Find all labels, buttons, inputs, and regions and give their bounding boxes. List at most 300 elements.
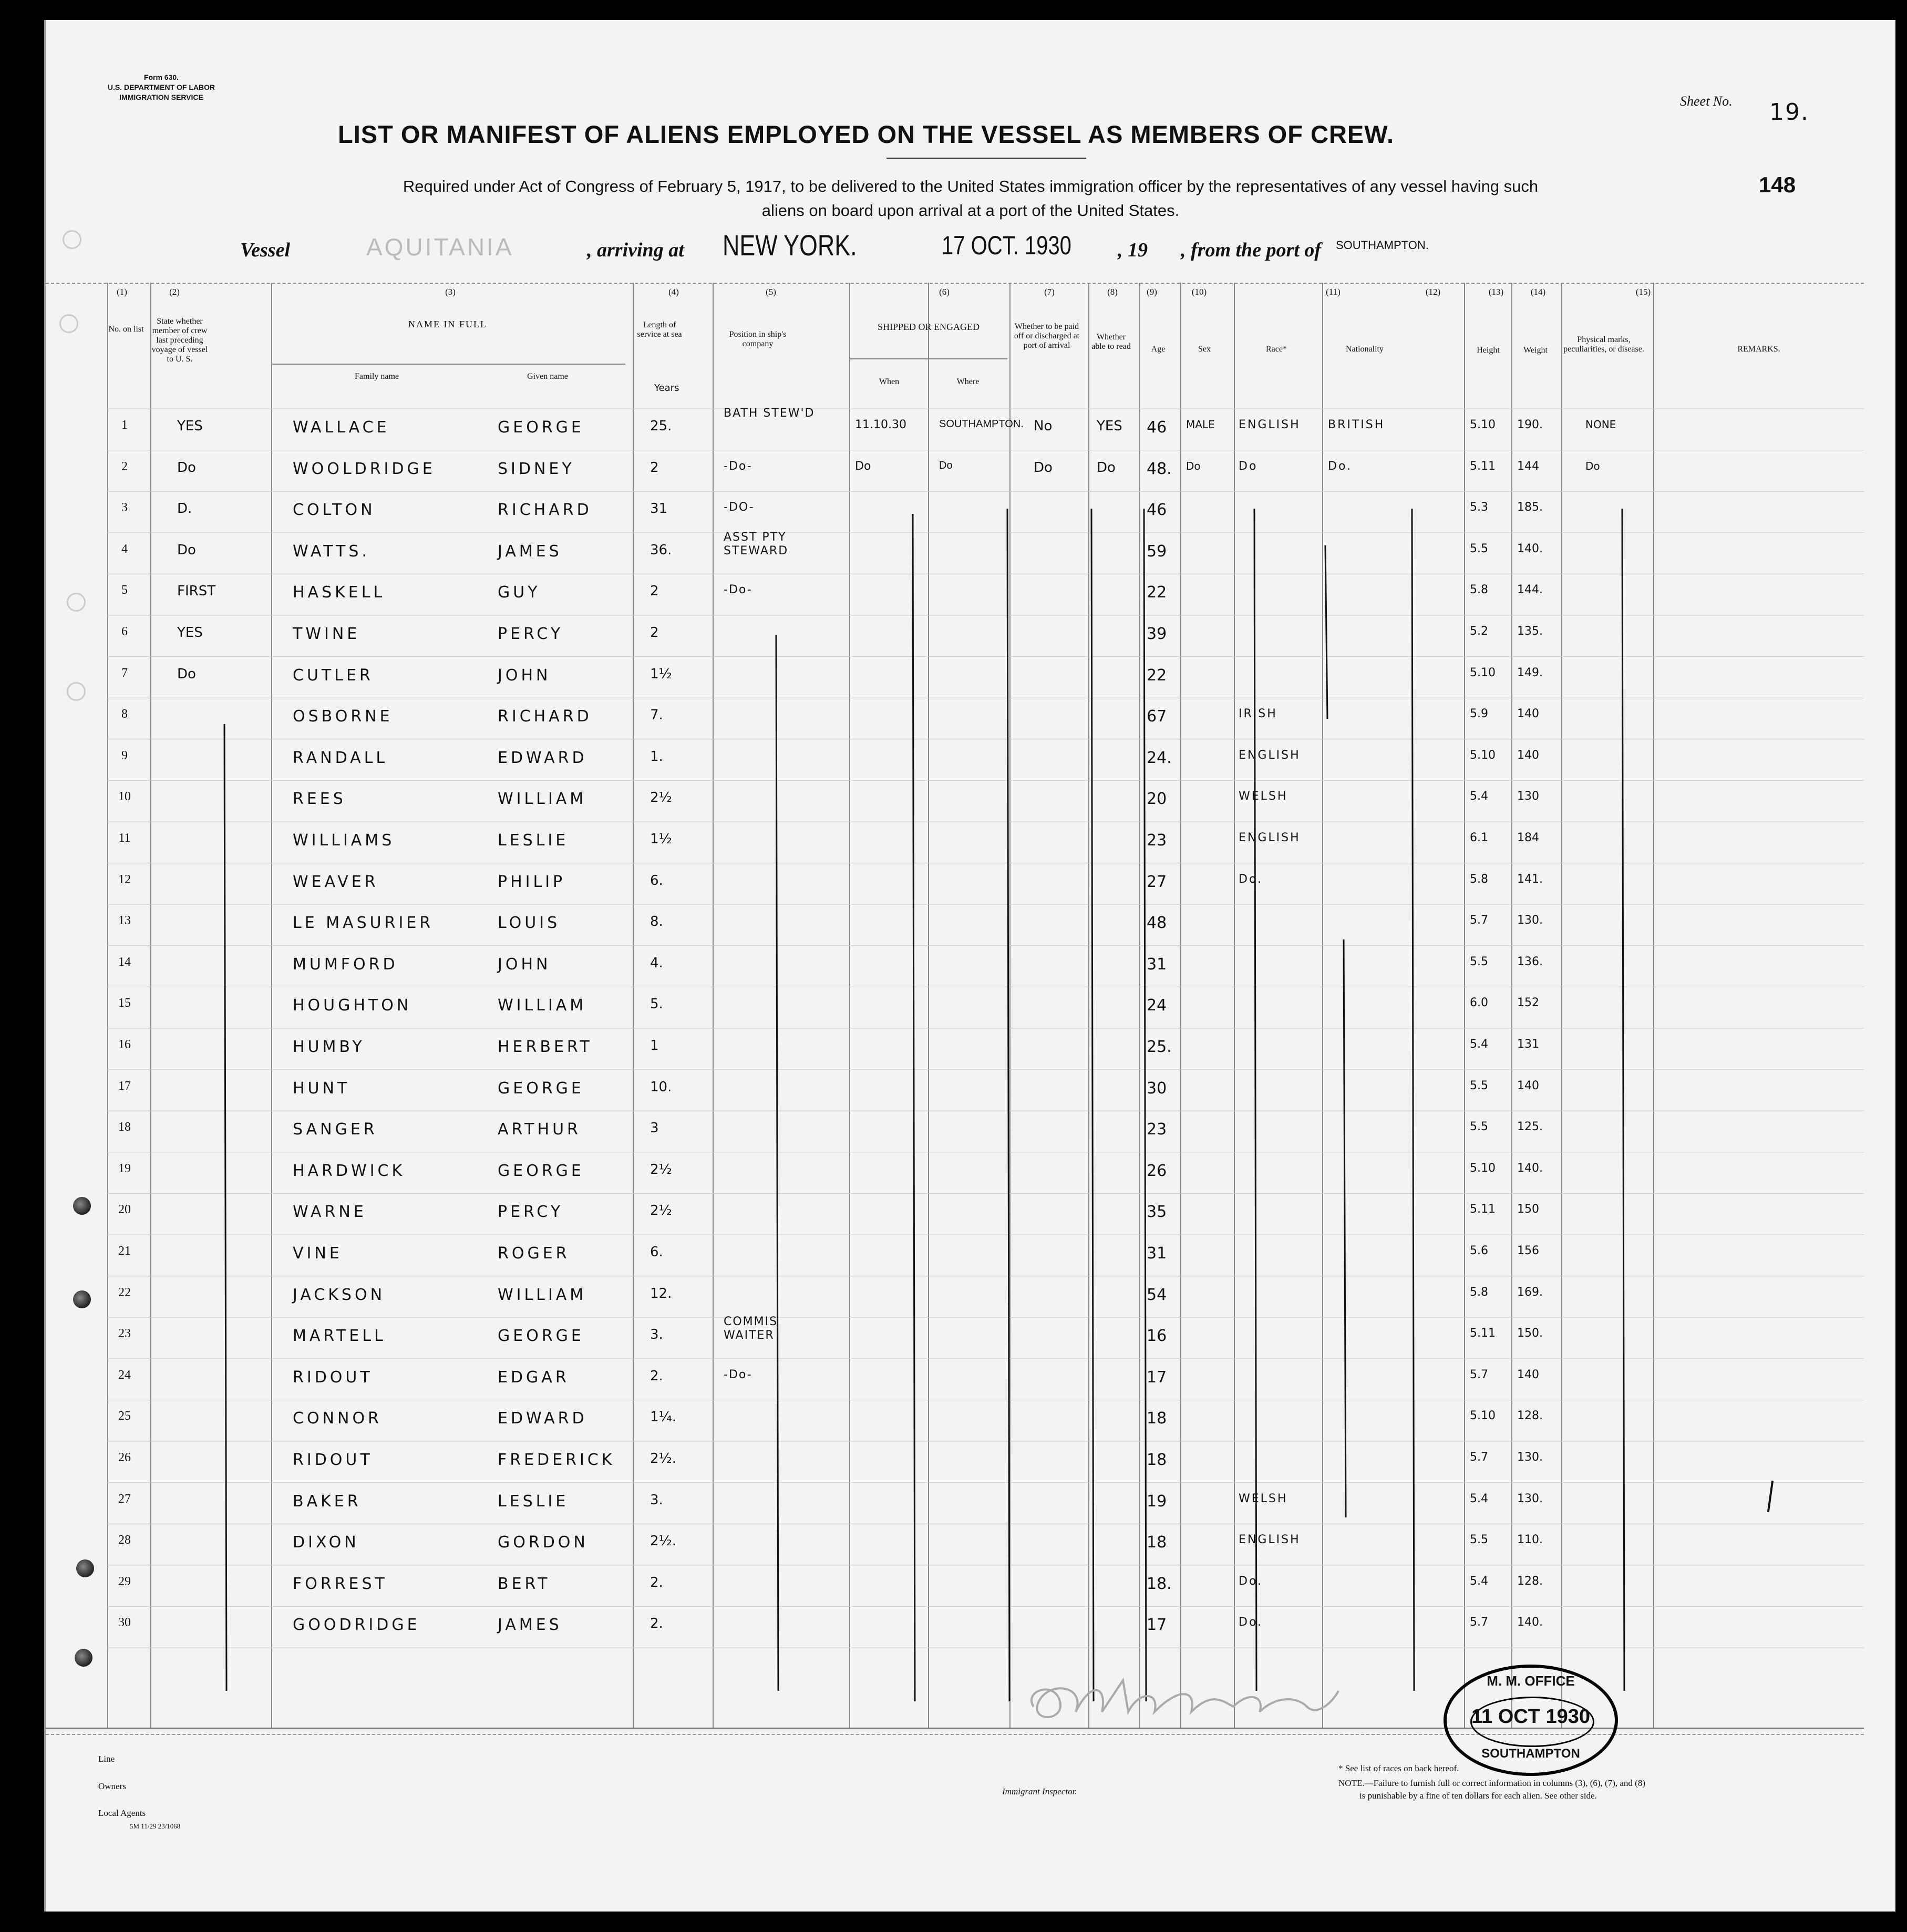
- height-cell: 5.5: [1470, 542, 1488, 555]
- table-row: [46, 450, 1864, 492]
- height-cell: 5.6: [1470, 1244, 1488, 1257]
- height-cell: 5.9: [1470, 707, 1488, 721]
- age-cell: 26: [1147, 1161, 1167, 1180]
- table-row: [46, 1028, 1864, 1070]
- weight-cell: 144.: [1517, 583, 1543, 597]
- race-cell: ENGLISH: [1239, 418, 1301, 431]
- punch-hole: [73, 1290, 91, 1308]
- row-number: 28: [118, 1533, 131, 1547]
- given-name-cell: GEORGE: [498, 1327, 584, 1346]
- family-name-cell: CUTLER: [293, 666, 374, 685]
- table-row: [46, 530, 1864, 574]
- race-cell: Do.: [1239, 1616, 1263, 1629]
- height-cell: 5.11: [1470, 459, 1496, 473]
- row-number: 29: [118, 1574, 131, 1588]
- race-cell: ENGLISH: [1239, 748, 1301, 762]
- vessel-name: AQUITANIA: [366, 233, 514, 261]
- height-cell: 5.5: [1470, 1533, 1488, 1547]
- height-cell: 5.4: [1470, 790, 1488, 803]
- age-cell: 19: [1147, 1492, 1167, 1511]
- service-years-cell: 25.: [650, 418, 672, 434]
- col-head-11: Race*: [1266, 345, 1287, 354]
- able-to-read-cell: Do: [1097, 459, 1116, 476]
- position-cell: -Do-: [724, 459, 753, 473]
- table-row: [46, 1152, 1864, 1194]
- age-cell: 20: [1147, 790, 1167, 809]
- weight-cell: 130.: [1517, 914, 1543, 927]
- col-head-3a: Family name: [355, 372, 399, 381]
- row-number: 16: [118, 1038, 131, 1051]
- punch-hole: [73, 1197, 91, 1215]
- service-years-cell: 2.: [650, 1574, 663, 1590]
- col-head-8: Whether able to read: [1091, 333, 1131, 351]
- arrival-date: 17 OCT. 1930: [942, 231, 1071, 260]
- weight-cell: 144: [1517, 459, 1539, 473]
- row-number: 11: [118, 831, 131, 845]
- col-number: (15): [1635, 287, 1651, 297]
- family-name-cell: TWINE: [293, 625, 360, 643]
- table-row: [46, 863, 1864, 905]
- col-head-6a: When: [879, 377, 900, 386]
- race-cell: WELSH: [1239, 790, 1288, 803]
- row-number: 27: [118, 1492, 131, 1506]
- age-cell: 24.: [1147, 748, 1172, 767]
- family-name-cell: SANGER: [293, 1120, 378, 1139]
- from-label: , from the port of: [1181, 239, 1322, 261]
- table-row: [46, 698, 1864, 739]
- row-number: 12: [118, 872, 131, 886]
- given-name-cell: RICHARD: [498, 707, 592, 726]
- weight-cell: 110.: [1517, 1533, 1543, 1547]
- height-cell: 5.4: [1470, 1574, 1488, 1588]
- punch-hole: [76, 1559, 94, 1577]
- prev-voyage-cell: FIRST: [177, 583, 216, 600]
- given-name-cell: LESLIE: [498, 831, 569, 850]
- weight-cell: 128.: [1517, 1409, 1543, 1423]
- age-cell: 17: [1147, 1368, 1167, 1387]
- row-number: 21: [118, 1244, 131, 1258]
- service-years-cell: 1: [650, 1038, 659, 1053]
- family-name-cell: WATTS.: [293, 542, 370, 561]
- service-years-cell: 8.: [650, 914, 663, 930]
- given-name-cell: GEORGE: [498, 1079, 584, 1098]
- service-years-cell: 2½: [650, 1203, 672, 1219]
- height-cell: 5.5: [1470, 1079, 1488, 1092]
- given-name-cell: EDGAR: [498, 1368, 570, 1387]
- family-name-cell: HOUGHTON: [293, 996, 412, 1015]
- age-cell: 48: [1147, 914, 1167, 933]
- table-row: [46, 1193, 1864, 1235]
- row-number: 6: [121, 625, 128, 638]
- family-name-cell: HASKELL: [293, 583, 386, 602]
- age-cell: 31: [1147, 1244, 1167, 1263]
- col-number: (14): [1530, 287, 1546, 297]
- stamp-top-text: M. M. OFFICE: [1487, 1673, 1575, 1689]
- table-row: [46, 1400, 1864, 1441]
- mm-office-stamp: [1444, 1665, 1618, 1776]
- height-cell: 5.8: [1470, 1285, 1488, 1299]
- given-name-cell: WILLIAM: [498, 1285, 587, 1304]
- given-name-cell: JOHN: [498, 666, 551, 685]
- table-row: [46, 780, 1864, 822]
- race-cell: Do.: [1239, 1574, 1263, 1588]
- weight-cell: 131: [1517, 1038, 1539, 1051]
- row-number: 2: [121, 459, 128, 473]
- row-number: 13: [118, 914, 131, 928]
- table-row: [46, 1483, 1864, 1524]
- nationality-cell: BRITISH: [1328, 418, 1385, 431]
- weight-cell: 140: [1517, 707, 1539, 721]
- weight-cell: 136.: [1517, 955, 1543, 968]
- nationality-cell: Do.: [1328, 459, 1353, 473]
- service-years-cell: 1¼.: [650, 1409, 677, 1425]
- subtitle-line-1: Required under Act of Congress of February 5, 1917, to be delivered to the United States immigration officer by the representatives of any vessel having such: [403, 177, 1539, 195]
- family-name-cell: MARTELL: [293, 1327, 386, 1346]
- row-number: 4: [121, 542, 128, 556]
- inspector-signature: [1023, 1670, 1349, 1728]
- given-name-cell: GORDON: [498, 1533, 589, 1552]
- vessel-label: Vessel: [240, 239, 290, 261]
- col-head-2: State whether member of crew last preceding voyage of vessel to U. S.: [151, 317, 208, 364]
- row-number: 9: [121, 748, 128, 762]
- col-head-remarks: REMARKS.: [1737, 345, 1780, 354]
- service-years-cell: 12.: [650, 1285, 672, 1301]
- table-row: [46, 1111, 1864, 1152]
- col-head-7: Whether to be paid off or discharged at port of arrival: [1014, 322, 1080, 350]
- table-row: [46, 1235, 1864, 1276]
- weight-cell: 140: [1517, 748, 1539, 762]
- given-name-cell: EDWARD: [498, 1409, 587, 1428]
- row-number: 20: [118, 1203, 131, 1217]
- sex-cell: Do: [1186, 459, 1201, 472]
- weight-cell: 140.: [1517, 542, 1543, 555]
- height-cell: 5.7: [1470, 1616, 1488, 1629]
- family-name-cell: CONNOR: [293, 1409, 382, 1428]
- shipped-when-cell: Do: [855, 459, 871, 473]
- sheet-label: Sheet No.: [1680, 94, 1733, 109]
- prev-voyage-cell: Do: [177, 542, 196, 558]
- table-row: [46, 1359, 1864, 1400]
- position-cell: -Do-: [724, 583, 753, 597]
- service-years-cell: 1.: [650, 748, 663, 764]
- family-name-cell: HUMBY: [293, 1038, 365, 1056]
- race-cell: Do.: [1239, 872, 1263, 886]
- departure-port: SOUTHAMPTON.: [1336, 239, 1429, 252]
- col-head-14: Weight: [1523, 346, 1548, 355]
- race-cell: IRISH: [1239, 707, 1277, 721]
- age-cell: 18: [1147, 1409, 1167, 1428]
- col-head-6: SHIPPED OR ENGAGED: [877, 322, 980, 332]
- age-cell: 31: [1147, 955, 1167, 974]
- position-cell: -Do-: [724, 1368, 753, 1381]
- row-number: 23: [118, 1327, 131, 1341]
- given-name-cell: PERCY: [498, 1203, 564, 1222]
- given-name-cell: RICHARD: [498, 501, 592, 520]
- row-number: 10: [118, 790, 131, 804]
- service-years-cell: 3.: [650, 1492, 663, 1508]
- height-cell: 6.0: [1470, 996, 1488, 1010]
- weight-cell: 150.: [1517, 1327, 1543, 1340]
- weight-cell: 190.: [1517, 418, 1543, 431]
- manifest-sheet: [44, 20, 1895, 1912]
- family-name-cell: DIXON: [293, 1533, 359, 1552]
- footer-owners-label: Owners: [98, 1781, 126, 1791]
- shipped-where-cell: Do: [939, 459, 953, 471]
- height-cell: 5.11: [1470, 1203, 1496, 1216]
- weight-cell: 150: [1517, 1203, 1539, 1216]
- row-number: 30: [118, 1616, 131, 1630]
- service-years-cell: 1½: [650, 831, 672, 847]
- punch-ring: [59, 314, 78, 333]
- prev-voyage-cell: Do: [177, 459, 196, 476]
- col-number: (8): [1107, 287, 1118, 297]
- table-row: [46, 946, 1864, 987]
- table-row: [46, 574, 1864, 615]
- table-row: [46, 739, 1864, 781]
- age-cell: 17: [1147, 1616, 1167, 1635]
- subtitle-line-2: aliens on board upon arrival at a port of the United States.: [761, 201, 1180, 220]
- table-row: [46, 409, 1864, 450]
- col-number: (11): [1326, 287, 1341, 297]
- age-cell: 46: [1147, 501, 1167, 520]
- weight-cell: 140.: [1517, 1616, 1543, 1629]
- col-number: (7): [1044, 287, 1055, 297]
- race-cell: Do: [1239, 459, 1258, 473]
- row-number: 25: [118, 1409, 131, 1423]
- family-name-cell: OSBORNE: [293, 707, 393, 726]
- paid-off-cell: No: [1034, 418, 1053, 434]
- age-cell: 24: [1147, 996, 1167, 1015]
- given-name-cell: SIDNEY: [498, 459, 575, 478]
- race-cell: ENGLISH: [1239, 1533, 1301, 1547]
- footer-note-1: NOTE.—Failure to furnish full or correct information in columns (3), (6), (7), and (8): [1338, 1778, 1645, 1788]
- col-head-4-note: Years: [654, 383, 679, 394]
- col-head-3: NAME IN FULL: [408, 319, 487, 329]
- family-name-cell: JACKSON: [293, 1285, 386, 1304]
- row-number: 22: [118, 1285, 131, 1299]
- col-number: (2): [169, 287, 180, 297]
- weight-cell: 169.: [1517, 1285, 1543, 1299]
- given-name-cell: LESLIE: [498, 1492, 569, 1511]
- height-cell: 5.11: [1470, 1327, 1496, 1340]
- col-number: (9): [1147, 287, 1157, 297]
- year-prefix: , 19: [1118, 239, 1148, 261]
- punch-ring: [67, 682, 86, 701]
- col-head-12: Nationality: [1346, 345, 1384, 354]
- row-number: 7: [121, 666, 128, 680]
- given-name-cell: WILLIAM: [498, 790, 587, 809]
- family-name-cell: WARNE: [293, 1203, 367, 1222]
- col-number: (1): [117, 287, 127, 297]
- table-row: [46, 1276, 1864, 1318]
- prev-voyage-cell: Do: [177, 666, 196, 682]
- page-number: 148: [1759, 172, 1796, 197]
- row-number: 5: [121, 583, 128, 597]
- age-cell: 22: [1147, 583, 1167, 602]
- age-cell: 30: [1147, 1079, 1167, 1098]
- shipped-when-cell: 11.10.30: [855, 418, 906, 431]
- punch-ring: [67, 593, 86, 612]
- family-name-cell: WEAVER: [293, 872, 379, 891]
- service-years-cell: 2½.: [650, 1533, 677, 1549]
- service-years-cell: 2: [650, 459, 659, 476]
- row-number: 1: [121, 418, 128, 432]
- footer-races-note: * See list of races on back hereof.: [1338, 1763, 1459, 1773]
- given-name-cell: FREDERICK: [498, 1451, 615, 1469]
- prev-voyage-cell: YES: [177, 418, 203, 434]
- height-cell: 5.10: [1470, 666, 1496, 679]
- col-number: (5): [766, 287, 776, 297]
- col-number: (3): [445, 287, 456, 297]
- stamp-bottom-text: SOUTHAMPTON: [1481, 1747, 1580, 1761]
- arriving-label: , arriving at: [587, 239, 684, 261]
- service-years-cell: 36.: [650, 542, 672, 558]
- given-name-cell: JAMES: [498, 1616, 562, 1635]
- height-cell: 5.5: [1470, 1120, 1488, 1134]
- family-name-cell: COLTON: [293, 501, 376, 520]
- given-name-cell: EDWARD: [498, 748, 587, 767]
- col-number: (12): [1425, 287, 1441, 297]
- service-years-cell: 4.: [650, 955, 663, 971]
- weight-cell: 140: [1517, 1368, 1539, 1381]
- race-cell: ENGLISH: [1239, 831, 1301, 844]
- height-cell: 5.10: [1470, 1161, 1496, 1175]
- sheet-number: 19.: [1769, 99, 1809, 126]
- service-years-cell: 2½: [650, 1161, 672, 1177]
- table-row: [46, 615, 1864, 657]
- age-cell: 18.: [1147, 1574, 1172, 1593]
- service-years-cell: 7.: [650, 707, 663, 724]
- weight-cell: 184: [1517, 831, 1539, 844]
- given-name-cell: LOUIS: [498, 914, 561, 933]
- col-head-3b: Given name: [527, 372, 568, 381]
- stamp-date: 11 OCT 1930: [1471, 1706, 1591, 1728]
- destination-port: NEW YORK.: [723, 229, 857, 262]
- given-name-cell: PHILIP: [498, 872, 566, 891]
- col-head-5: Position in ship's company: [729, 330, 787, 348]
- physical-marks-cell: Do: [1585, 459, 1600, 472]
- age-cell: 16: [1147, 1327, 1167, 1346]
- family-name-cell: HARDWICK: [293, 1161, 406, 1180]
- given-name-cell: PERCY: [498, 625, 564, 643]
- table-row: [46, 1317, 1864, 1359]
- table-row: [46, 657, 1864, 698]
- height-cell: 5.8: [1470, 872, 1488, 886]
- weight-cell: 152: [1517, 996, 1539, 1010]
- given-name-cell: JAMES: [498, 542, 562, 561]
- position-cell: COMMIS WAITER: [724, 1315, 778, 1342]
- row-number: 19: [118, 1161, 131, 1175]
- table-row: [46, 1565, 1864, 1607]
- col-head-13: Height: [1477, 346, 1500, 355]
- race-cell: WELSH: [1239, 1492, 1288, 1505]
- age-cell: 67: [1147, 707, 1167, 726]
- service-years-cell: 6.: [650, 1244, 663, 1260]
- age-cell: 23: [1147, 1120, 1167, 1139]
- family-name-cell: REES: [293, 790, 346, 809]
- age-cell: 22: [1147, 666, 1167, 685]
- position-cell: BATH STEW'D: [724, 407, 815, 420]
- row-number: 17: [118, 1079, 131, 1093]
- weight-cell: 149.: [1517, 666, 1543, 679]
- punch-ring: [63, 230, 81, 249]
- height-cell: 5.10: [1470, 748, 1496, 762]
- service-years-cell: 2½: [650, 790, 672, 806]
- given-name-cell: JOHN: [498, 955, 551, 974]
- weight-cell: 141.: [1517, 872, 1543, 886]
- col-head-6b: Where: [956, 377, 980, 386]
- weight-cell: 140: [1517, 1079, 1539, 1092]
- family-name-cell: VINE: [293, 1244, 343, 1263]
- service-years-cell: 31: [650, 501, 668, 517]
- position-cell: -DO-: [724, 501, 755, 514]
- family-name-cell: RIDOUT: [293, 1451, 373, 1469]
- height-cell: 5.7: [1470, 914, 1488, 927]
- height-cell: 5.3: [1470, 501, 1488, 514]
- col-number: (10): [1191, 287, 1207, 297]
- footer-agents-label: Local Agents: [98, 1808, 146, 1818]
- page-title: LIST OR MANIFEST OF ALIENS EMPLOYED ON THE VESSEL AS MEMBERS OF CREW.: [338, 120, 1395, 148]
- family-name-cell: RIDOUT: [293, 1368, 373, 1387]
- col-head-4: Length of service at sea: [637, 321, 682, 339]
- weight-cell: 128.: [1517, 1574, 1543, 1588]
- age-cell: 59: [1147, 542, 1167, 561]
- family-name-cell: LE MASURIER: [293, 914, 434, 933]
- col-head-10: Sex: [1198, 345, 1211, 354]
- table-row: [46, 1441, 1864, 1483]
- service-years-cell: 2: [650, 625, 659, 640]
- height-cell: 5.7: [1470, 1451, 1488, 1464]
- family-name-cell: GOODRIDGE: [293, 1616, 420, 1635]
- department: U.S. DEPARTMENT OF LABOR: [107, 83, 215, 91]
- physical-marks-cell: NONE: [1585, 418, 1616, 431]
- family-name-cell: WILLIAMS: [293, 831, 395, 850]
- age-cell: 25.: [1147, 1038, 1172, 1056]
- service-years-cell: 5.: [650, 996, 663, 1013]
- weight-cell: 135.: [1517, 625, 1543, 638]
- row-number: 8: [121, 707, 128, 721]
- given-name-cell: WILLIAM: [498, 996, 587, 1015]
- given-name-cell: ARTHUR: [498, 1120, 581, 1139]
- table-row: [46, 822, 1864, 863]
- height-cell: 5.5: [1470, 955, 1488, 968]
- col-head-15: Physical marks, peculiarities, or disease.: [1563, 335, 1644, 354]
- row-number: 24: [118, 1368, 131, 1382]
- age-cell: 39: [1147, 625, 1167, 643]
- punch-hole: [75, 1649, 92, 1667]
- row-number: 26: [118, 1451, 131, 1464]
- given-name-cell: GEORGE: [498, 418, 584, 437]
- age-cell: 18: [1147, 1451, 1167, 1469]
- service-name: IMMIGRATION SERVICE: [119, 93, 203, 101]
- service-years-cell: 2: [650, 583, 659, 600]
- height-cell: 5.10: [1470, 418, 1496, 431]
- col-number: (4): [668, 287, 679, 297]
- service-years-cell: 3: [650, 1120, 659, 1137]
- row-number: 14: [118, 955, 131, 969]
- paid-off-cell: Do: [1034, 459, 1053, 476]
- footer-inspector-label: Immigrant Inspector.: [1002, 1786, 1077, 1796]
- weight-cell: 130.: [1517, 1451, 1543, 1464]
- weight-cell: 185.: [1517, 501, 1543, 514]
- row-number: 15: [118, 996, 131, 1010]
- age-cell: 46: [1147, 418, 1167, 437]
- given-name-cell: GUY: [498, 583, 541, 602]
- height-cell: 5.8: [1470, 583, 1488, 597]
- service-years-cell: 2.: [650, 1616, 663, 1632]
- prev-voyage-cell: D.: [177, 501, 192, 517]
- weight-cell: 140.: [1517, 1161, 1543, 1175]
